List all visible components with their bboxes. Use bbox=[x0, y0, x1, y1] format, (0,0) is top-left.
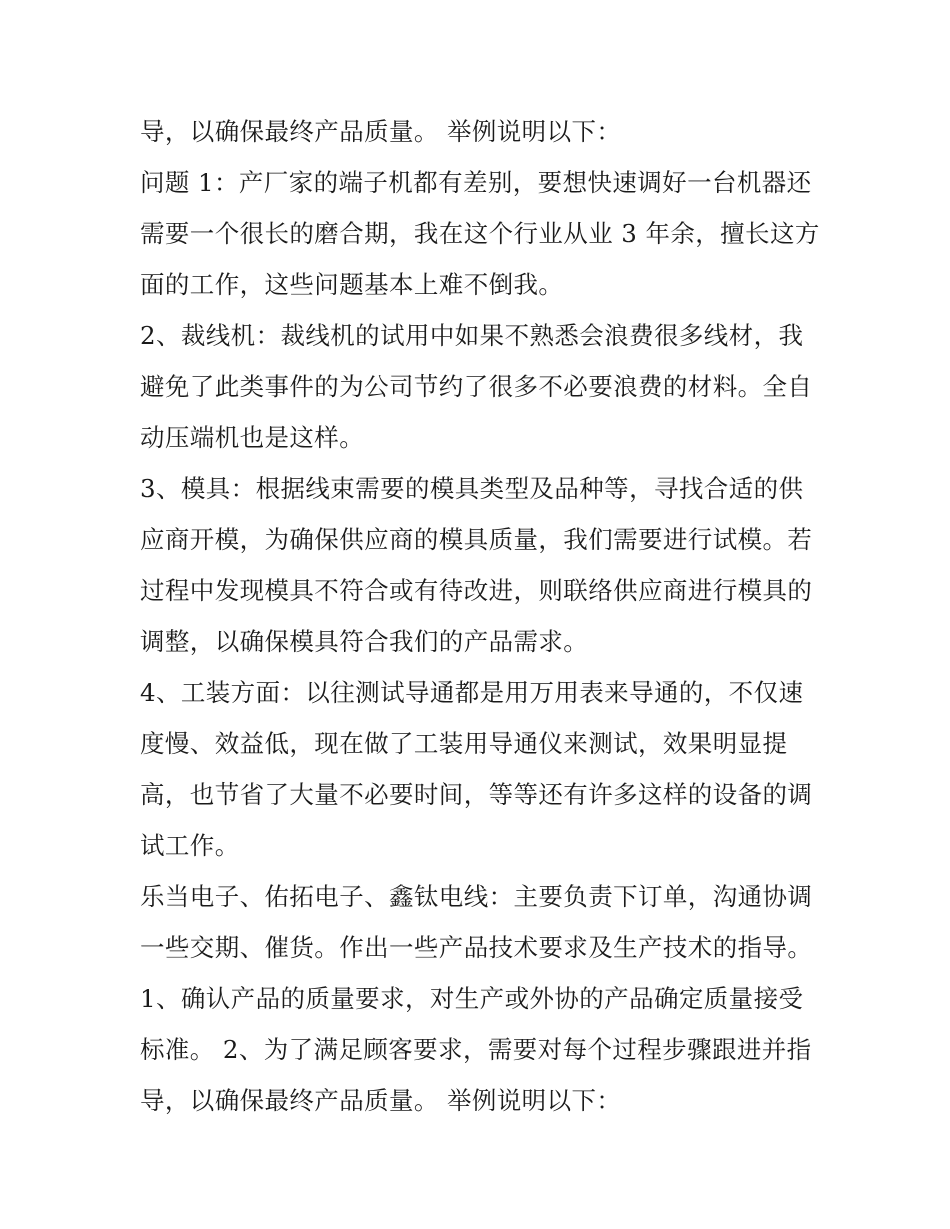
text-line: 乐当电子、佑拓电子、鑫钛电线：主要负责下订单，沟通协调 bbox=[140, 882, 813, 911]
text-line: 导，以确保最终产品质量。 举例说明以下： bbox=[140, 117, 622, 146]
text-line: 避免了此类事件的为公司节约了很多不必要浪费的材料。全自 bbox=[140, 372, 813, 401]
text-line: 3、模具：根据线束需要的模具类型及品种等，寻找合适的供 bbox=[140, 474, 804, 503]
text-line: 4、工装方面：以往测试导通都是用万用表来导通的，不仅速 bbox=[140, 678, 804, 707]
text-line: 需要一个很长的磨合期，我在这个行业从业 3 年余，擅长这方 bbox=[140, 219, 820, 248]
text-line: 度慢、效益低，现在做了工装用导通仪来测试，效果明显提 bbox=[140, 729, 788, 758]
text-line: 应商开模，为确保供应商的模具质量，我们需要进行试模。若 bbox=[140, 525, 813, 554]
text-line: 过程中发现模具不符合或有待改进，则联络供应商进行模具的 bbox=[140, 576, 813, 605]
text-line: 面的工作，这些问题基本上难不倒我。 bbox=[140, 270, 564, 299]
text-line: 1、确认产品的质量要求，对生产或外协的产品确定质量接受 bbox=[140, 984, 804, 1013]
text-line: 动压端机也是这样。 bbox=[140, 423, 365, 452]
text-line: 标准。 2、为了满足顾客要求，需要对每个过程步骤跟进并指 bbox=[140, 1035, 812, 1064]
text-line: 调整，以确保模具符合我们的产品需求。 bbox=[140, 627, 589, 656]
text-line: 2、裁线机：裁线机的试用中如果不熟悉会浪费很多线材，我 bbox=[140, 321, 804, 350]
text-line: 高，也节省了大量不必要时间，等等还有许多这样的设备的调 bbox=[140, 780, 813, 809]
body-text bbox=[140, 106, 820, 1126]
text-line: 导，以确保最终产品质量。 举例说明以下： bbox=[140, 1086, 622, 1115]
text-line: 问题 1：产厂家的端子机都有差别，要想快速调好一台机器还 bbox=[140, 168, 812, 197]
text-line: 试工作。 bbox=[140, 831, 240, 860]
text-line: 一些交期、催货。作出一些产品技术要求及生产技术的指导。 bbox=[140, 933, 813, 962]
